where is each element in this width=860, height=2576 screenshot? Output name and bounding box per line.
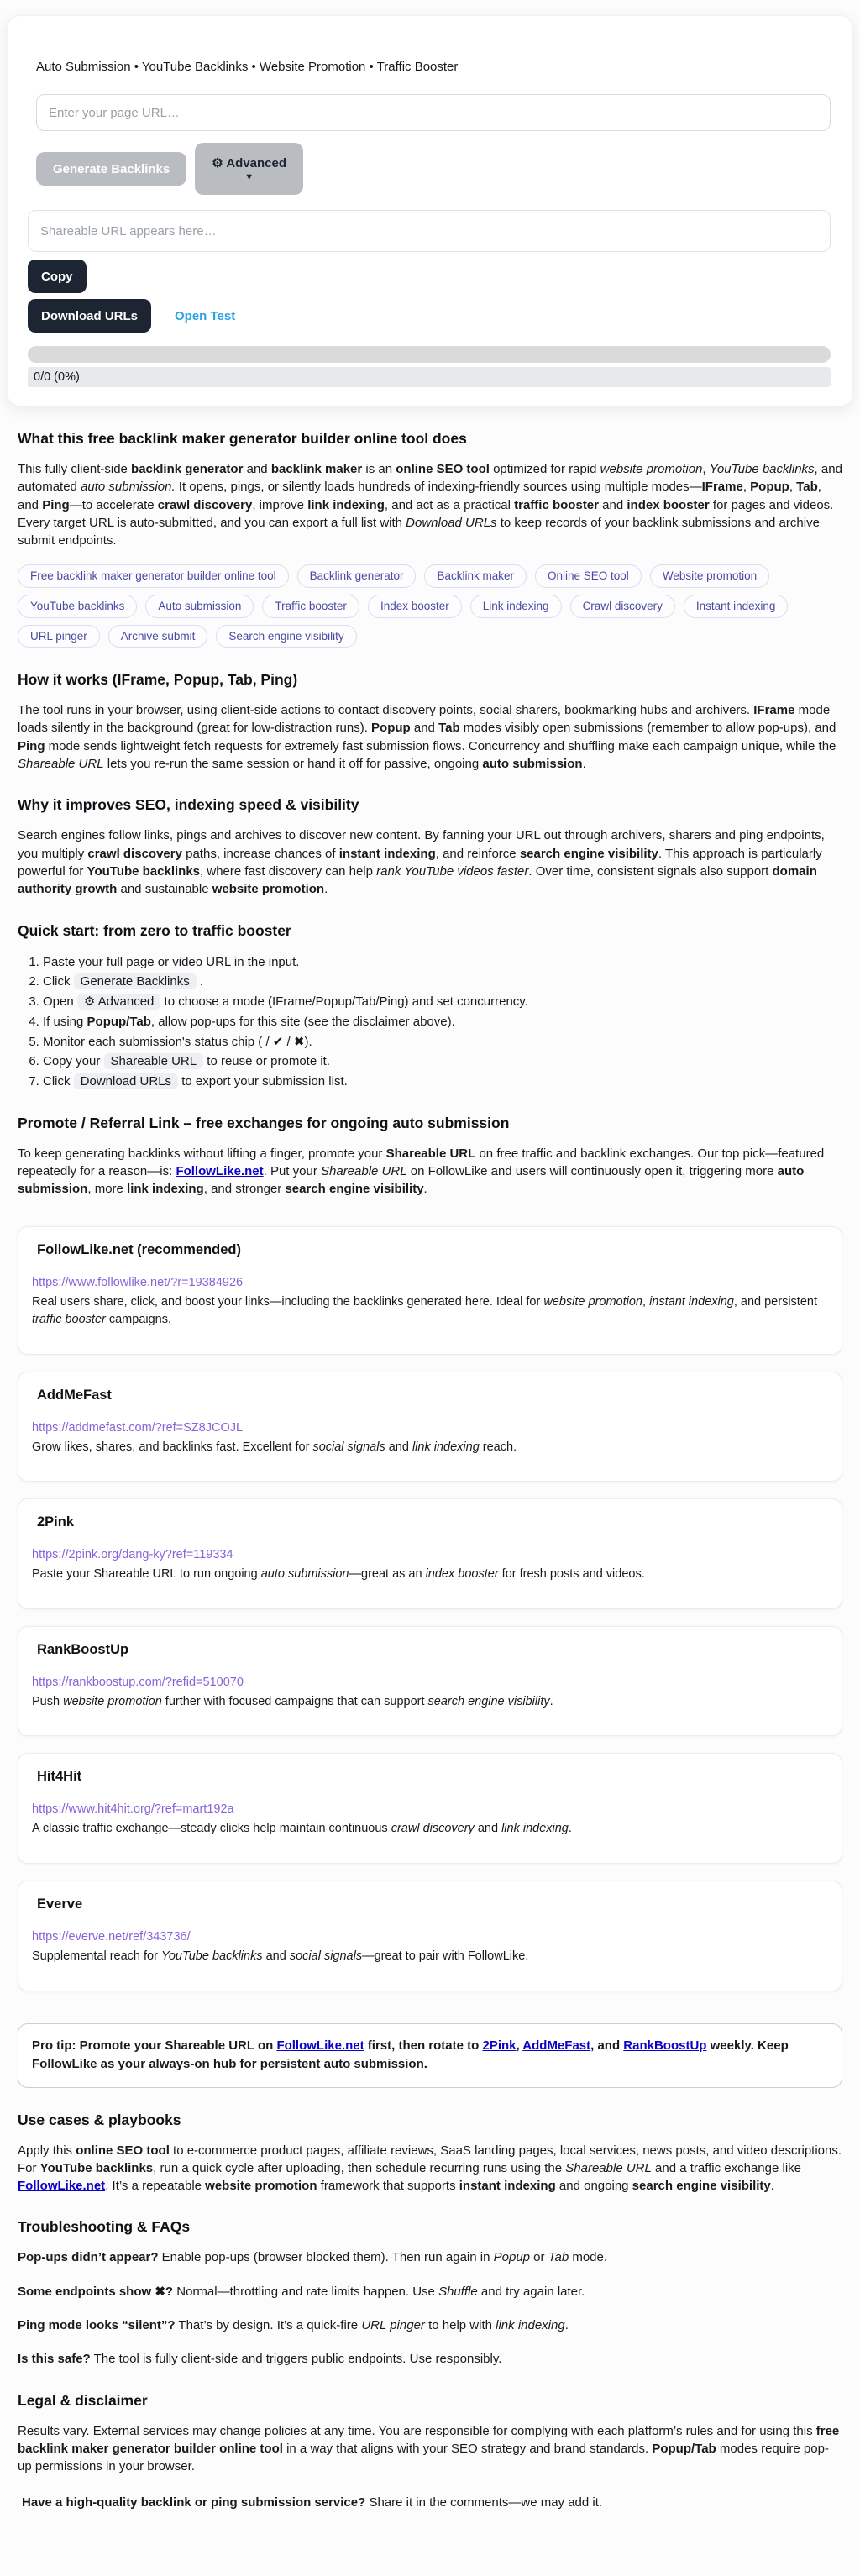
referral-link[interactable]: https://www.hit4hit.org/?ref=mart192a <box>32 1802 234 1817</box>
quickstart-list <box>18 953 842 1091</box>
inline-link[interactable]: AddMeFast <box>522 2038 591 2053</box>
inline-link[interactable]: FollowLike.net <box>18 2179 106 2194</box>
advanced-label: Advanced <box>226 156 287 171</box>
faq-item: Pop-ups didn’t appear? Enable pop-ups (browser blocked them). Then run again in Popup or Tab mode. <box>18 2250 608 2265</box>
keyword-tag: Instant indexing <box>684 595 789 618</box>
keyword-tags <box>18 564 842 648</box>
keyword-tag: Archive submit <box>108 625 208 648</box>
keyword-tag: Traffic booster <box>262 595 359 618</box>
exchange-card-description: Paste your Shareable URL to run ongoing auto submission—great as an index booster for fresh posts and videos. <box>32 1567 645 1582</box>
exchange-cards <box>18 1226 842 1991</box>
advanced-button-label <box>212 155 286 171</box>
tool-subtitle: Auto Submission • YouTube Backlinks • Website Promotion • Traffic Booster <box>36 60 459 74</box>
exchange-card-title: FollowLike.net (recommended) <box>37 1242 241 1258</box>
quickstart-step: 2. Click Generate Backlinks . <box>43 973 842 990</box>
section-heading-how: How it works (IFrame, Popup, Tab, Ping) <box>18 671 298 689</box>
gear-icon: ⚙ <box>212 156 223 171</box>
referral-link[interactable]: https://www.followlike.net/?r=19384926 <box>32 1276 244 1290</box>
pro-tip-box: Pro tip: Promote your Shareable URL on FollowLike.net first, then rotate to 2Pink, AddMeFast, and RankBoostUp weekly. Keep FollowLike as your always-on hub for persistent auto submission. <box>18 2023 842 2088</box>
exchange-card-description: Supplemental reach for YouTube backlinks and social signals—great to pair with FollowLike. <box>32 1949 529 1963</box>
paragraph-how: The tool runs in your browser, using client-side actions to contact discovery points, social sharers, bookmarking hubs and archivers. IFrame mode loads silently in the background (great for low-distraction runs). Popup and Tab modes visibly open submissions (remember to allow pop-ups), and Ping mode sends lightweight fetch requests for extremely fast submission flows. Concurrency and shuffling make each campaign unique, while the Shareable URL lets you re-run the same session or hand it off for passive, ongoing auto submission. <box>18 703 836 772</box>
section-heading-usecases: Use cases & playbooks <box>18 2111 181 2128</box>
keyword-tag: Auto submission <box>145 595 254 618</box>
paragraph-why: Search engines follow links, pings and archives to discover new content. By fanning your URL out through archivers, sharers and ping endpoints, you multiply crawl discovery paths, increase chances of instant indexing, and reinforce search engine visibility. This approach is particularly powerful for YouTube backlinks, where fast discovery can help rank YouTube videos faster. Over time, consistent signals also support domain authority growth and sustainable website promotion. <box>18 828 825 897</box>
download-row <box>28 299 831 333</box>
faq-item: Is this safe? The tool is fully client-side and triggers public endpoints. Use responsibly. <box>18 2352 502 2367</box>
quickstart-step: 3. Open ⚙ Advanced to choose a mode (IFrame/Popup/Tab/Ping) and set concurrency. <box>43 993 842 1010</box>
exchange-card-description: A classic traffic exchange—steady clicks help maintain continuous crawl discovery and link indexing. <box>32 1822 572 1836</box>
faq-list <box>18 2248 842 2368</box>
quickstart-step: 1. Paste your full page or video URL in the input. <box>43 953 842 971</box>
quickstart-step: 6. Copy your Shareable URL to reuse or promote it. <box>43 1052 842 1070</box>
share-cta: Have a high-quality backlink or ping submission service? Share it in the comments—we may add it. <box>22 2495 603 2510</box>
exchange-card <box>18 1881 842 1991</box>
exchange-card-title: RankBoostUp <box>37 1641 129 1657</box>
keyword-tag: Index booster <box>368 595 462 618</box>
copy-button[interactable]: Copy <box>28 260 87 293</box>
exchange-card-title: Hit4Hit <box>37 1769 82 1785</box>
exchange-card-description: Grow likes, shares, and backlinks fast. Excellent for social signals and link indexing reach. <box>32 1440 517 1454</box>
article <box>18 430 842 2576</box>
exchange-card-description: Push website promotion further with focused campaigns that can support search engine visibility. <box>32 1694 553 1708</box>
exchange-card-title: AddMeFast <box>37 1387 112 1403</box>
shareable-url-input[interactable] <box>28 210 831 252</box>
section-heading-promote: Promote / Referral Link – free exchanges for ongoing auto submission <box>18 1114 510 1131</box>
referral-link[interactable]: https://rankboostup.com/?refid=510070 <box>32 1675 244 1689</box>
progress-bar <box>28 346 831 363</box>
referral-link[interactable]: https://addmefast.com/?ref=SZ8JCOJL <box>32 1420 244 1435</box>
inline-link[interactable]: FollowLike.net <box>176 1163 264 1178</box>
exchange-card <box>18 1372 842 1482</box>
section-heading-what: What this free backlink maker generator builder online tool does <box>18 430 467 447</box>
exchange-card <box>18 1626 842 1737</box>
inline-link[interactable]: FollowLike.net <box>276 2038 364 2053</box>
faq-item: Ping mode looks “silent”? That’s by design. It’s a quick-fire URL pinger to help with link indexing. <box>18 2318 569 2332</box>
generate-backlinks-button[interactable]: Generate Backlinks <box>36 152 186 186</box>
exchange-card <box>18 1498 842 1609</box>
page <box>0 15 860 2576</box>
exchange-card <box>18 1753 842 1864</box>
chevron-down-icon: ▼ <box>244 172 254 182</box>
exchange-card-title: Everve <box>37 1896 83 1912</box>
keyword-tag: Free backlink maker generator builder online tool <box>18 564 289 588</box>
referral-link[interactable]: https://2pink.org/dang-ky?ref=119334 <box>32 1548 233 1562</box>
keyword-tag: Crawl discovery <box>570 595 675 618</box>
keyword-tag: Backlink generator <box>297 564 417 588</box>
download-urls-button[interactable]: Download URLs <box>28 299 151 333</box>
section-heading-quickstart: Quick start: from zero to traffic booster <box>18 921 291 939</box>
quickstart-step: 5. Monitor each submission's status chip ( / ✔ / ✖). <box>43 1033 842 1051</box>
referral-link[interactable]: https://everve.net/ref/343736/ <box>32 1929 191 1944</box>
paragraph-legal: Results vary. External services may change policies at any time. You are responsible for complying with each platform’s rules and for using this free backlink maker generator builder online tool in a way that aligns with your SEO strategy and brand standards. Popup/Tab modes require pop-up permissions in your browser. <box>18 2423 840 2474</box>
quickstart-step: 7. Click Download URLs to export your submission list. <box>43 1073 842 1090</box>
backlink-tool-card <box>7 15 853 407</box>
keyword-tag: YouTube backlinks <box>18 595 137 618</box>
section-heading-faq: Troubleshooting & FAQs <box>18 2218 191 2236</box>
keyword-tag: Link indexing <box>470 595 562 618</box>
faq-item: Some endpoints show ✖? Normal—throttling and rate limits happen. Use Shuffle and try again later. <box>18 2284 585 2299</box>
exchange-card <box>18 1226 842 1354</box>
keyword-tag: URL pinger <box>18 625 100 648</box>
action-button-row <box>36 143 831 195</box>
keyword-tag: Backlink maker <box>424 564 527 588</box>
inline-link[interactable]: RankBoostUp <box>623 2038 707 2053</box>
keyword-tag: Search engine visibility <box>216 625 356 648</box>
inline-link[interactable]: 2Pink <box>482 2038 517 2053</box>
progress-label: 0/0 (0%) <box>28 367 831 387</box>
page-url-input[interactable] <box>36 94 831 131</box>
section-heading-why: Why it improves SEO, indexing speed & visibility <box>18 796 359 814</box>
open-test-link[interactable]: Open Test <box>175 308 236 323</box>
paragraph-promote: To keep generating backlinks without lifting a finger, promote your Shareable URL on free traffic and backlink exchanges. Our top pick—featured repeatedly for a reason—is: FollowLike.net. Put your Shareable URL on FollowLike and users will continuously open it, triggering more auto submission, more link indexing, and stronger search engine visibility. <box>18 1146 825 1197</box>
exchange-card-description: Real users share, click, and boost your links—including the backlinks generated here. Ideal for website promotion, instant indexing, and persistent traffic booster campaigns. <box>32 1295 817 1327</box>
advanced-button[interactable] <box>195 143 303 195</box>
keyword-tag: Online SEO tool <box>535 564 642 588</box>
section-heading-legal: Legal & disclaimer <box>18 2391 148 2409</box>
quickstart-step: 4. If using Popup/Tab, allow pop-ups for this site (see the disclaimer above). <box>43 1013 842 1031</box>
paragraph-what: This fully client-side backlink generator and backlink maker is an online SEO tool optimized for rapid website promotion, YouTube backlinks, and automated auto submission. It opens, pings, or silently loads hundreds of indexing-friendly sources using multiple modes—IFrame, Popup, Tab, and Ping—to accelerate crawl discovery, improve link indexing, and act as a practical traffic booster and index booster for pages and videos. Every target URL is auto-submitted, and you can export a full list with Download URLs to keep records of your backlink submissions and archive submit endpoints. <box>18 462 842 548</box>
paragraph-usecases: Apply this online SEO tool to e-commerce product pages, affiliate reviews, SaaS landing pages, local services, news posts, and video descriptions. For YouTube backlinks, run a quick cycle after uploading, then schedule recurring runs using the Shareable URL and a traffic exchange like FollowLike.net. It’s a repeatable website promotion framework that supports instant indexing and ongoing search engine visibility. <box>18 2143 842 2194</box>
keyword-tag: Website promotion <box>650 564 769 588</box>
exchange-card-title: 2Pink <box>37 1514 75 1530</box>
